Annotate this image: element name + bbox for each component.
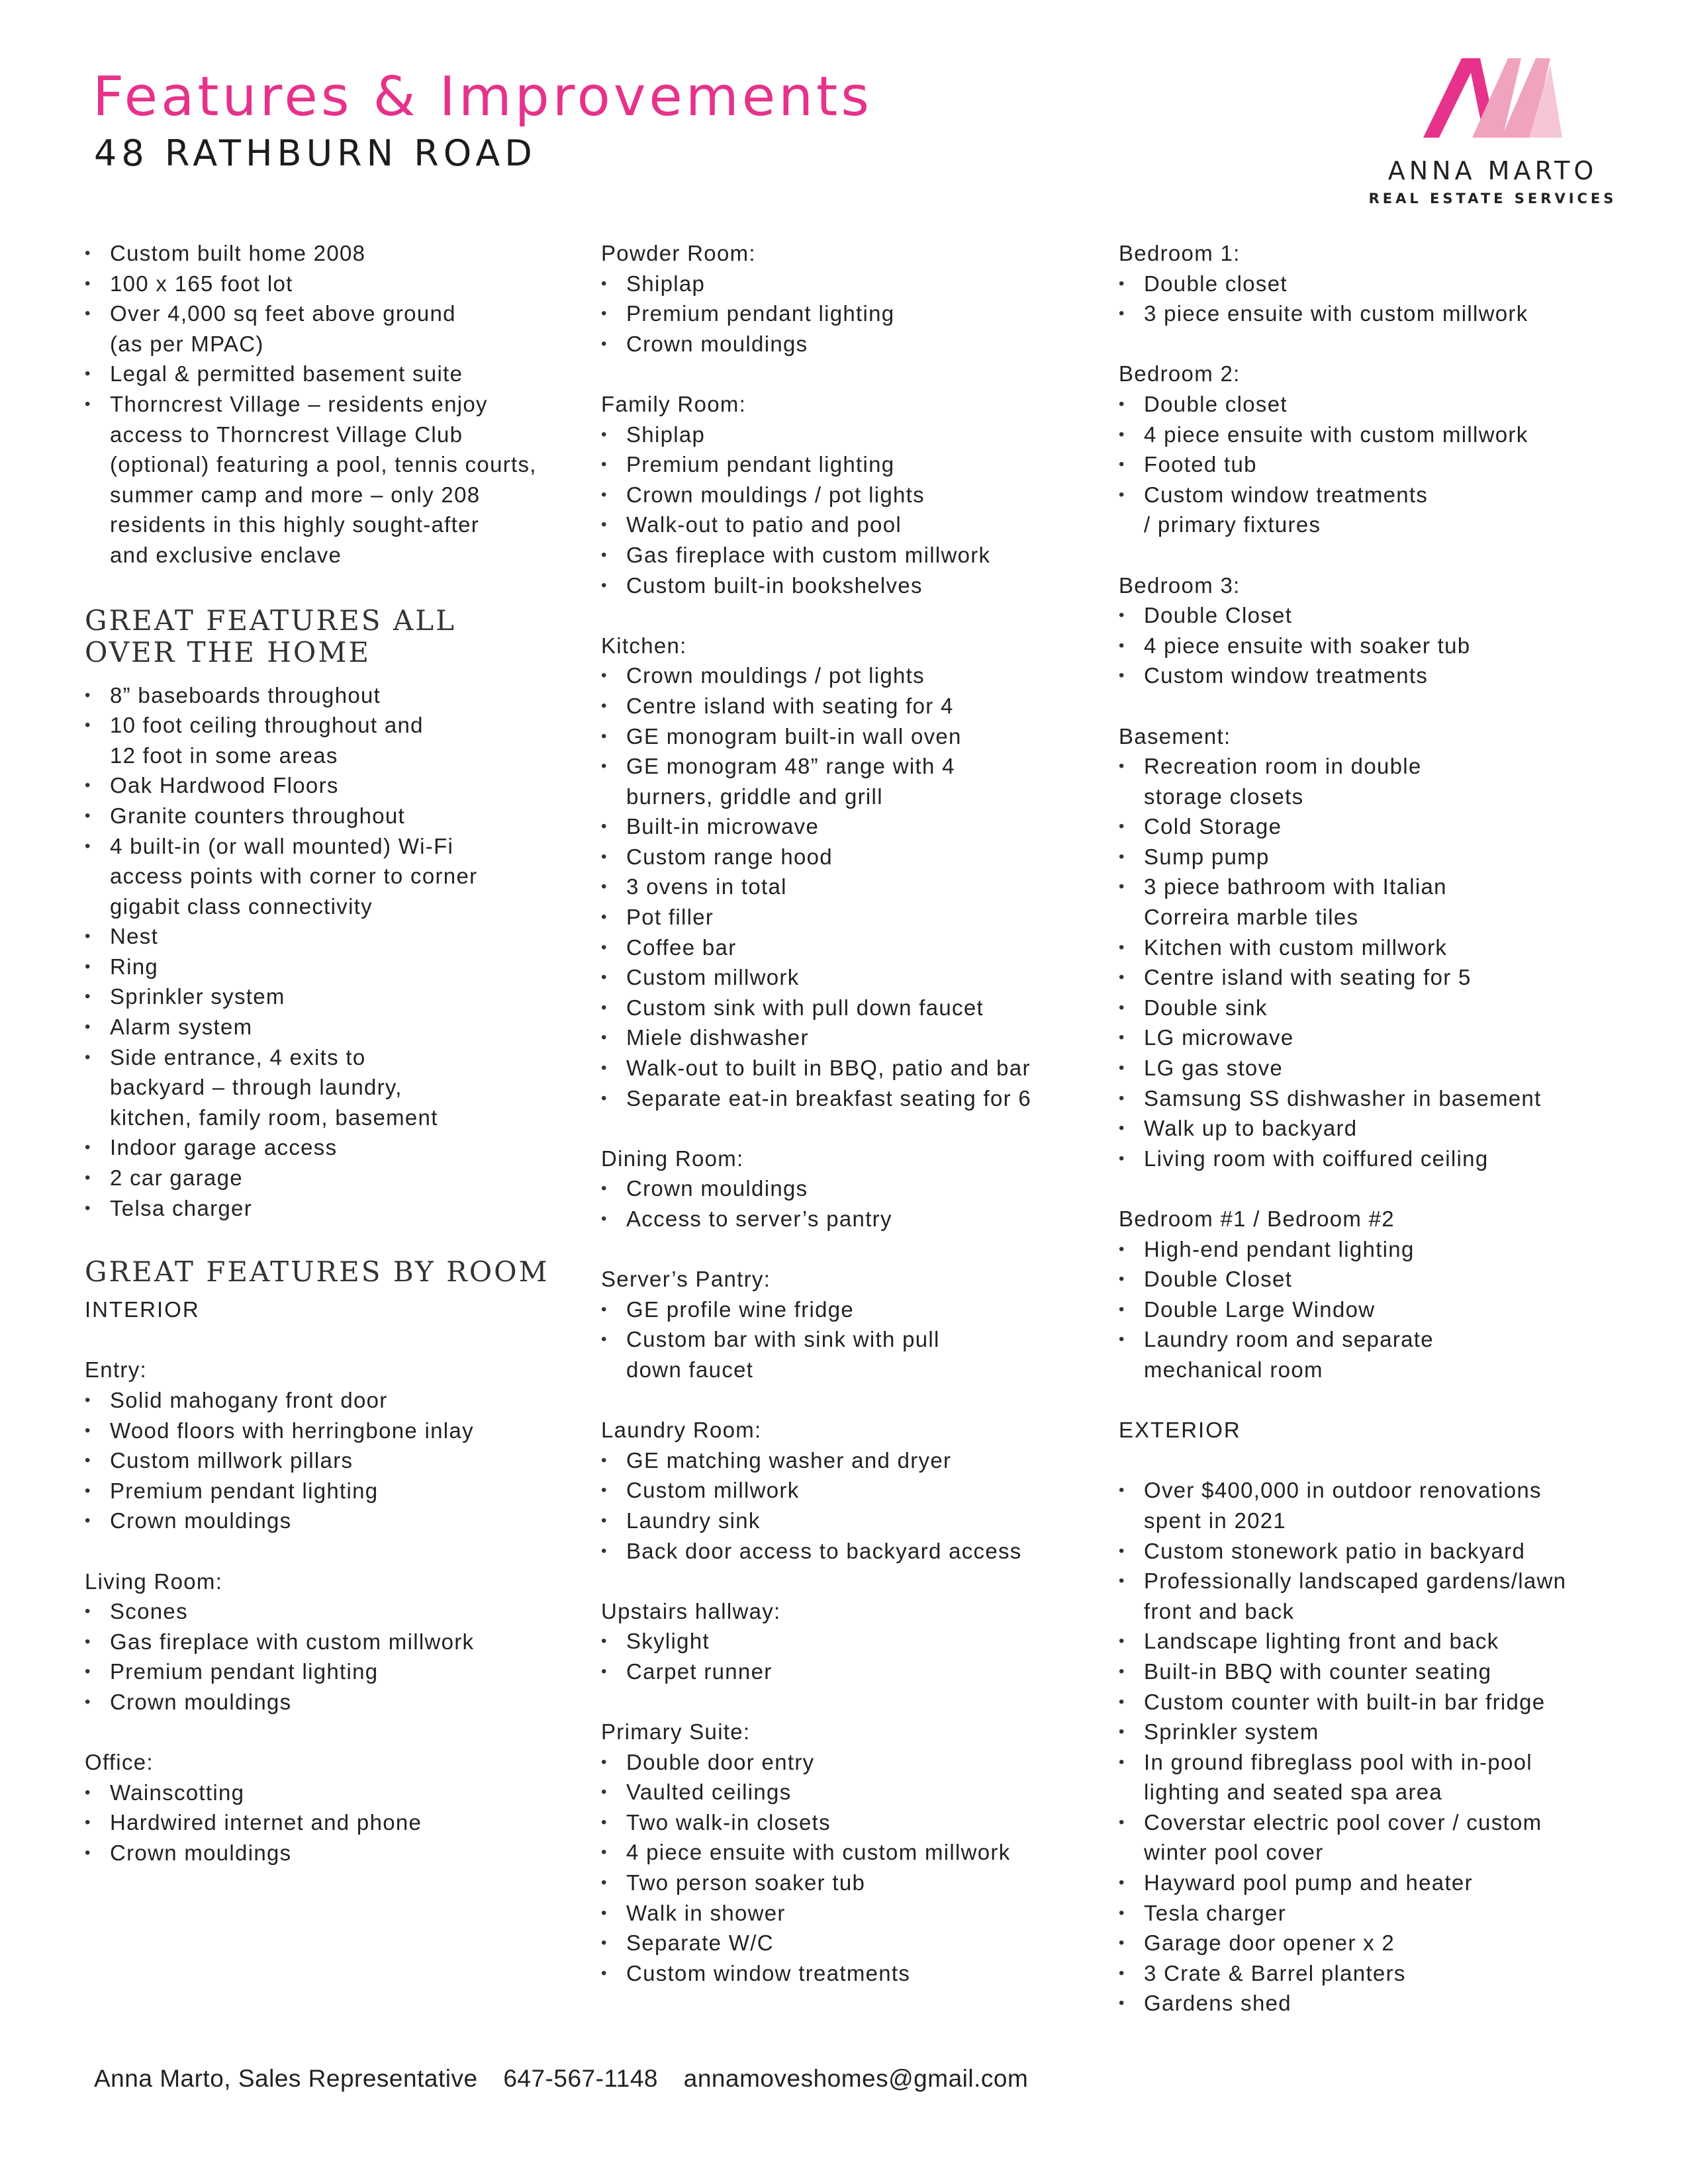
column-left [85,238,588,1868]
room-title-bedroom-3: Bedroom 3: [1119,572,1241,598]
list-item: • Hayward pool pump and heater [1119,1868,1622,1898]
list-item: • Sprinkler system [85,981,588,1012]
list-item: • Two walk-in closets [601,1807,1104,1838]
list-item: • Double Closet [1119,600,1622,631]
list-item: • Custom window treatments [1119,480,1622,510]
list-item: • Access to server’s pantry [601,1204,1104,1234]
list-item: • Sump pump [1119,842,1622,872]
section-heading-line: GREAT FEATURES ALL [85,604,456,637]
list-item-continuation: lighting and seated spa area [1144,1780,1443,1805]
monogram-am-icon [1423,58,1562,138]
list-item: • Custom range hood [601,842,1104,872]
list-item: • Custom built-in bookshelves [601,570,1104,601]
room-title-bedroom-2: Bedroom 2: [1119,361,1241,387]
list-item: • Separate W/C [601,1928,1104,1958]
property-address: 48 RATHBURN ROAD [94,132,537,174]
list-item-continuation: backyard – through laundry, [110,1075,402,1100]
list-item: • Custom built home 2008 [85,238,588,269]
room-title-living: Living Room: [85,1569,223,1594]
list-item: • Crown mouldings [85,1687,588,1717]
list-item-continuation: front and back [1144,1598,1295,1623]
list-item: • 3 ovens in total [601,872,1104,902]
room-title-entry: Entry: [85,1357,147,1383]
room-title-hallway: Upstairs hallway: [601,1598,781,1623]
subsection-exterior: EXTERIOR [1119,1418,1241,1443]
list-item: • Nest [85,921,588,952]
list-item: • Over 4,000 sq feet above ground [85,298,588,329]
list-item: • Professionally landscaped gardens/lawn [1119,1566,1622,1596]
list-item-continuation: residents in this highly sought-after [110,512,480,537]
list-item: • Thorncrest Village – residents enjoy [85,389,588,420]
section-heading-by-room: GREAT FEATURES BY ROOM [85,1255,549,1289]
list-item: • 4 built-in (or wall mounted) Wi-Fi [85,831,588,862]
room-title-office: Office: [85,1750,154,1775]
room-title-basement-bedrooms: Bedroom #1 / Bedroom #2 [1119,1206,1395,1231]
list-item: • GE matching washer and dryer [601,1445,1104,1476]
list-item-continuation: access points with corner to corner [110,864,478,889]
list-item: • GE monogram built-in wall oven [601,721,1104,752]
list-item: • Two person soaker tub [601,1868,1104,1898]
brand-tagline: REAL ESTATE SERVICES [1368,191,1617,206]
list-item: • 8” baseboards throughout [85,680,588,711]
list-item: • Back door access to backyard access [601,1536,1104,1567]
list-item: • Scones [85,1596,588,1627]
list-item: • Crown mouldings [85,1506,588,1536]
list-item: • Walk-out to patio and pool [601,510,1104,540]
list-item: • Custom counter with built-in bar fridge [1119,1687,1622,1717]
list-item: • GE monogram 48” range with 4 [601,751,1104,782]
list-item: • Ring [85,952,588,982]
list-item: • 3 piece ensuite with custom millwork [1119,298,1622,329]
list-item: • Granite counters throughout [85,801,588,831]
list-item-continuation: (as per MPAC) [110,331,264,356]
list-item: • Walk-out to built in BBQ, patio and bar [601,1053,1104,1083]
room-title-bedroom-1: Bedroom 1: [1119,241,1241,265]
list-item: • Centre island with seating for 5 [1119,962,1622,993]
list-item: • Built-in BBQ with counter seating [1119,1657,1622,1687]
room-title-laundry: Laundry Room: [601,1418,762,1443]
column-right [1119,238,1622,2019]
list-item: • Coffee bar [601,933,1104,963]
list-item: • Custom window treatments [601,1958,1104,1989]
list-item: • Laundry room and separate [1119,1324,1622,1355]
list-item: • Hardwired internet and phone [85,1807,588,1838]
section-heading-all-over [85,605,588,668]
list-item: • Custom stonework patio in backyard [1119,1536,1622,1567]
list-item: • 3 piece bathroom with Italian [1119,872,1622,902]
list-item: • Solid mahogany front door [85,1385,588,1416]
list-item: • Shiplap [601,420,1104,450]
list-item-continuation: Correira marble tiles [1144,905,1359,930]
list-item-continuation: and exclusive enclave [110,542,342,567]
list-item: • Tesla charger [1119,1898,1622,1929]
list-item: • Gas fireplace with custom millwork [85,1627,588,1657]
list-item-continuation: storage closets [1144,784,1304,809]
list-item: • Side entrance, 4 exits to [85,1042,588,1073]
list-item: • Telsa charger [85,1193,588,1224]
list-item: • Living room with coiffured ceiling [1119,1144,1622,1174]
list-item: • Legal & permitted basement suite [85,359,588,389]
list-item: • Garage door opener x 2 [1119,1928,1622,1958]
list-item-continuation: 12 foot in some areas [110,743,338,768]
list-item: • GE profile wine fridge [601,1295,1104,1325]
list-item: • Recreation room in double [1119,751,1622,782]
agent-name: Anna Marto, Sales Representative [94,2065,478,2092]
list-item: • Premium pendant lighting [85,1657,588,1687]
list-item: • Laundry sink [601,1506,1104,1536]
subsection-interior: INTERIOR [85,1297,200,1322]
list-item-continuation: winter pool cover [1144,1840,1324,1865]
list-item: • Centre island with seating for 4 [601,691,1104,721]
list-item: • Crown mouldings / pot lights [601,660,1104,691]
section-heading-line: OVER THE HOME [85,635,371,668]
list-item: • Sprinkler system [1119,1717,1622,1747]
list-item-continuation: spent in 2021 [1144,1508,1287,1533]
list-item: • Pot filler [601,902,1104,933]
list-item: • Samsung SS dishwasher in basement [1119,1083,1622,1114]
brand-name: ANNA MARTO [1387,156,1598,185]
list-item: • Alarm system [85,1012,588,1042]
list-item: • Walk in shower [601,1898,1104,1929]
list-item: • Kitchen with custom millwork [1119,933,1622,963]
list-item: • High-end pendant lighting [1119,1234,1622,1265]
list-item: • Walk up to backyard [1119,1113,1622,1144]
list-item: • 4 piece ensuite with soaker tub [1119,631,1622,661]
list-item-continuation: / primary fixtures [1144,512,1321,537]
list-item: • Double sink [1119,993,1622,1023]
room-title-dining: Dining Room: [601,1146,744,1171]
list-item: • Over $400,000 in outdoor renovations [1119,1475,1622,1506]
list-item: • Carpet runner [601,1657,1104,1687]
list-item: • 10 foot ceiling throughout and [85,710,588,741]
list-item: • Premium pendant lighting [601,298,1104,329]
list-item: • 3 Crate & Barrel planters [1119,1958,1622,1989]
list-item: • Premium pendant lighting [85,1476,588,1506]
list-item-continuation: kitchen, family room, basement [110,1105,438,1130]
list-item: • Built-in microwave [601,811,1104,842]
brand-logo [1364,58,1622,210]
list-item: • Custom millwork [601,1475,1104,1506]
footer-contact [94,2065,1047,2093]
room-title-family: Family Room: [601,391,747,416]
list-item: • Custom millwork [601,962,1104,993]
list-item: • Double Closet [1119,1264,1622,1295]
list-item: • Oak Hardwood Floors [85,770,588,801]
column-middle [601,238,1104,1988]
list-item: • Gardens shed [1119,1988,1622,2019]
list-item: • Wainscotting [85,1778,588,1808]
list-item: • Skylight [601,1626,1104,1657]
list-item: • LG gas stove [1119,1053,1622,1083]
list-item-continuation: down faucet [626,1357,754,1382]
list-item-continuation: access to Thorncrest Village Club [110,422,463,447]
list-item: • Crown mouldings [601,1173,1104,1204]
list-item: • LG microwave [1119,1023,1622,1053]
list-item: • Indoor garage access [85,1132,588,1163]
list-item-continuation: summer camp and more – only 208 [110,482,481,507]
list-item: • Landscape lighting front and back [1119,1626,1622,1657]
list-item: • Double closet [1119,269,1622,299]
list-item-continuation: (optional) featuring a pool, tennis courts, [110,452,537,477]
list-item: • 2 car garage [85,1163,588,1193]
agent-email[interactable]: annamoveshomes@gmail.com [683,2065,1029,2092]
list-item: • Cold Storage [1119,811,1622,842]
list-item: • 4 piece ensuite with custom millwork [601,1837,1104,1868]
list-item-continuation: burners, griddle and grill [626,784,883,809]
list-item: • Double closet [1119,389,1622,420]
list-item: • Custom sink with pull down faucet [601,993,1104,1023]
list-item: • 100 x 165 foot lot [85,269,588,299]
room-title-pantry: Server’s Pantry: [601,1267,771,1292]
list-item: • Custom bar with sink with pull [601,1324,1104,1355]
room-title-primary: Primary Suite: [601,1719,751,1745]
agent-phone[interactable]: 647-567-1148 [503,2065,658,2092]
list-item: • Double Large Window [1119,1295,1622,1325]
list-item-continuation: gigabit class connectivity [110,893,373,919]
room-title-powder: Powder Room: [601,241,756,265]
list-item: • In ground fibreglass pool with in-pool [1119,1747,1622,1778]
page-title: Features & Improvements [93,66,872,128]
list-item: • 4 piece ensuite with custom millwork [1119,420,1622,450]
list-item: • Custom window treatments [1119,660,1622,691]
list-item: • Gas fireplace with custom millwork [601,540,1104,570]
list-item: • Shiplap [601,269,1104,299]
list-item: • Vaulted ceilings [601,1777,1104,1807]
list-item: • Crown mouldings [601,329,1104,359]
list-item: • Double door entry [601,1747,1104,1778]
list-item: • Footed tub [1119,449,1622,480]
room-title-kitchen: Kitchen: [601,633,687,658]
list-item: • Miele dishwasher [601,1023,1104,1053]
list-item: • Crown mouldings / pot lights [601,480,1104,510]
list-item: • Crown mouldings [85,1838,588,1868]
list-item: • Wood floors with herringbone inlay [85,1416,588,1446]
room-title-basement: Basement: [1119,723,1231,749]
list-item: • Custom millwork pillars [85,1445,588,1476]
list-item-continuation: mechanical room [1144,1357,1323,1382]
list-item: • Separate eat-in breakfast seating for 6 [601,1083,1104,1114]
list-item: • Premium pendant lighting [601,449,1104,480]
list-item: • Coverstar electric pool cover / custom [1119,1807,1622,1838]
